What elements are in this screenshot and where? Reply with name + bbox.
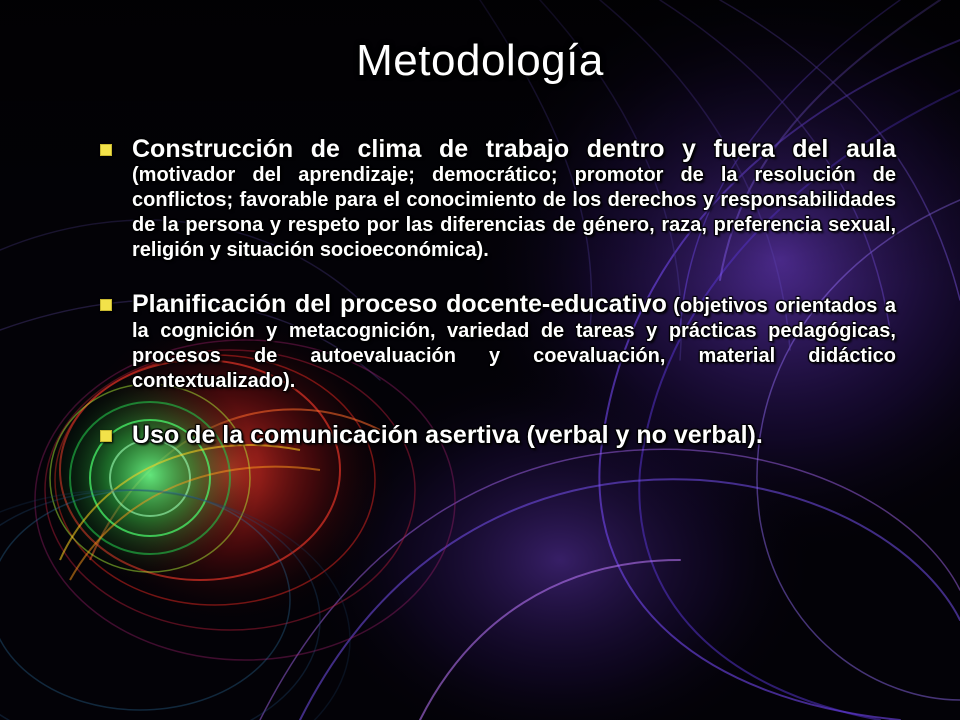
square-bullet-icon [100,144,112,156]
square-bullet-icon [100,299,112,311]
bullet-detail: (objetivos orientados a la cognición y metacognición, variedad de tareas y prácticas pedagógicas, procesos de autoevaluación y coevaluación, material didáctico contextualizado). [132,295,896,392]
bullet-item-comunicacion [96,422,896,449]
bullet-item-planificacion [96,291,896,394]
bullet-lead: Uso de la comunicación asertiva (verbal y no verbal). [132,421,763,449]
bullet-lead: Construcción de clima de trabajo dentro y fuera del aula [132,135,896,163]
bullet-item-clima [96,136,896,263]
square-bullet-icon [100,430,112,442]
bullet-detail: (motivador del aprendizaje; democrático; promotor de la resolución de conflictos; favorable para el conocimiento de los derechos y responsabilidades de la persona y respeto por las diferencias de género, raza, preferencia sexual, religión y situación socioeconómica). [132,164,896,261]
bullet-lead: Planificación del proceso docente-educativo [132,290,667,318]
slide-title: Metodología [356,36,604,85]
bullet-list [96,136,896,477]
